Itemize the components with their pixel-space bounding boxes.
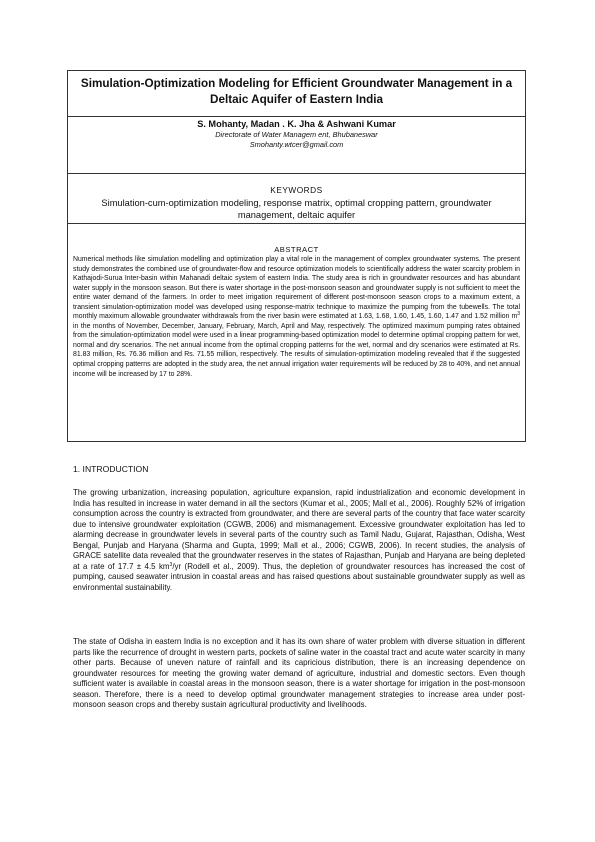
abstract-text [73,255,520,379]
author-list: S. Mohanty, Madan . K. Jha & Ashwani Kumar [197,119,396,129]
keywords-text: Simulation-cum-optimization modeling, response matrix, optimal cropping pattern, groundwater management, deltaic aquifer [101,198,492,220]
intro-paragraph-1 [73,488,525,593]
divider [68,223,525,224]
author-email: Smohanty.wtcer@gmail.com [249,140,344,149]
paper-title: Simulation-Optimization Modeling for Efficient Groundwater Management in a Deltaic Aquifer of Eastern India [80,77,513,106]
intro-p1-part-2: /yr (Rodell et al., 2009). Thus, the depletion of groundwater resources has increased the cost of pumping, caused seawater intrusion in coastal areas and has raised questions about sustainable groundwater supply as well as environmental sustainability. [73,561,525,592]
divider [68,173,525,174]
abstract-part-1: Numerical methods like simulation modelling and optimization play a vital role in the management of complex groundwater systems. The present study demonstrates the combined use of groundwater-flow and resource optimization models to scientifically address the water scarcity problem in Kathajodi-Surua Inter-basin within Mahanadi deltaic system of eastern India. The study area is rich in groundwater resources and has abundant water supply in the monsoon season. But there is water shortage in the post-monsoon season and groundwater supply is not sufficient to meet the entire water demand of the farmers. In order to meet irrigation requirement of different post-monsoon season crops to a maximum extent, a transient simulation-optimization model was developed using response-matrix technique to maximize the pumping from the tubewells. The total monthly maximum allowable groundwater withdrawals from the river basin were estimated at 1.63, 1.68, 1.60, 1.45, 1.60, 1.47 and 1.52 million m [73,256,520,321]
intro-p1-part-1: The growing urbanization, increasing population, agriculture expansion, rapid industrialization and economic development in India has resulted in increase in water demand in all the sectors (Kumar et al., 2005; Mall et al., 2006). Roughly 52% of irrigation consumption across the country is extracted from groundwater, and there are several parts of the country that face water scarcity due to intensive groundwater exploitation (CGWB, 2006) and mismanagement. Excessive groundwater exploitation has led to alarming decrease in groundwater levels in several parts of the country such as Tamil Nadu, Gujarat, Rajasthan, Odisha, West Bengal, Punjab and Haryana (Sharma and Gupta, 1999; Mall et al., 2006; CGWB, 2006). In recent studies, the analysis of GRACE satellite data revealed that the groundwater reserves in the states of Rajasthan, Punjab and Haryana are being depleted at a rate of 17.7 ± 4.5 km [73,488,525,571]
section-heading-introduction: 1. INTRODUCTION [73,464,149,474]
affiliation: Directorate of Water Managem ent, Bhubaneswar [215,130,378,139]
divider [68,116,525,117]
keywords-heading: KEYWORDS [270,185,323,195]
title-box [67,70,526,442]
abstract-superscript: 3 [517,311,520,318]
abstract-heading: ABSTRACT [274,245,319,254]
intro-p1-superscript: 3 [169,561,173,568]
intro-paragraph-2: The state of Odisha in eastern India is no exception and it has its own share of water problem with diverse situation in different parts like the recurrence of drought in western parts, pockets of saline water in the coastal tract and acute water scarcity in many other parts. Because of uneven nature of rainfall and its capricious distribution, there is an increasing dependence on groundwater resources for meeting the growing water demand of agriculture, industrial and domestic sectors. Even though sufficient water is available in coastal areas in the monsoon season, there is a water shortage for irrigation in the post-monsoon season. Therefore, there is a need to develop optimal groundwater management strategies to increase area under post-monsoon season crops and thereby sustain agricultural productivity and livelihoods. [73,637,525,709]
abstract-part-2: in the months of November, December, January, February, March, April and May, respectively. The optimized maximum pumping rates obtained from the simulation-optimization model were used in a linear programming-based optimization model to determine optimal cropping pattern for wet, normal and dry scenarios. The net annual income from the optimal cropping patterns for the wet, normal and dry scenarios were estimated at Rs. 81.83 million, Rs. 76.36 million and Rs. 71.55 million, respectively. The results of simulation-optimization modeling revealed that if the suggested optimal cropping patterns are adopted in the study area, the net annual irrigation water requirements will be reduced by 28 to 40%, and net annual income will be increased by 17 to 28%. [73,322,520,378]
